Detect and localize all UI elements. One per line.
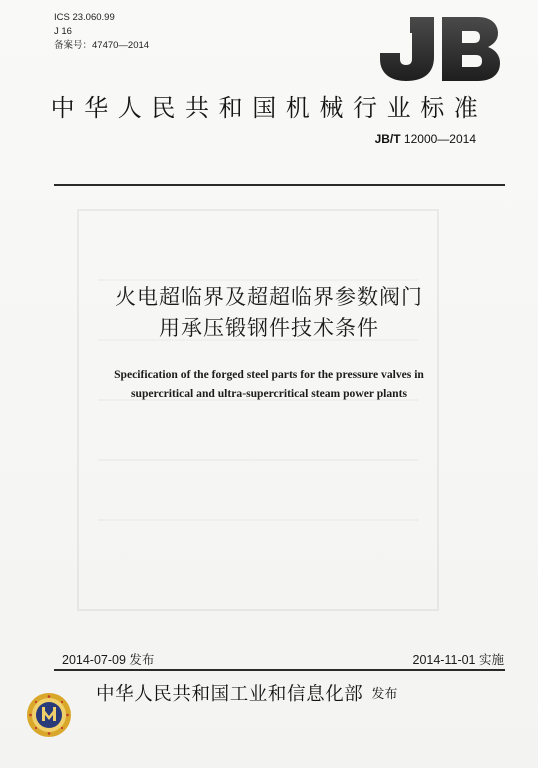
issue-date: 2014-07-09 发布 bbox=[62, 653, 155, 667]
standard-number-value: 12000—2014 bbox=[400, 132, 476, 146]
implementation-date: 2014-11-01 实施 bbox=[412, 653, 504, 667]
classification-block bbox=[54, 11, 149, 53]
standard-number bbox=[375, 132, 476, 146]
chinese-title-line-1: 火电超临界及超超临界参数阀门 bbox=[115, 285, 423, 309]
ccs-code: J 16 bbox=[54, 26, 72, 37]
chinese-title bbox=[0, 282, 538, 344]
bottom-divider bbox=[54, 669, 505, 671]
issuing-authority-name: 中华人民共和国工业和信息化部 bbox=[96, 684, 364, 705]
standard-number-prefix: JB/T bbox=[374, 132, 401, 146]
issuing-authority-suffix: 发布 bbox=[371, 687, 398, 702]
ministry-emblem-icon bbox=[26, 692, 72, 738]
english-title-line-1: Specification of the forged steel parts for the pressure valves in bbox=[114, 368, 424, 381]
english-title-line-2: supercritical and ultra-supercritical steam power plants bbox=[131, 387, 407, 400]
english-title bbox=[0, 365, 538, 403]
jb-logo bbox=[376, 13, 502, 83]
faint-watermark bbox=[68, 200, 448, 620]
issuing-authority bbox=[96, 680, 397, 706]
filing-number: 备案号：47470—2014 bbox=[54, 40, 150, 51]
chinese-title-line-2: 用承压锻钢件技术条件 bbox=[159, 316, 379, 340]
top-divider bbox=[54, 184, 505, 186]
ics-code: ICS 23.060.99 bbox=[54, 12, 115, 23]
standard-type-title: 中华人民共和国机械行业标准 bbox=[50, 94, 488, 122]
